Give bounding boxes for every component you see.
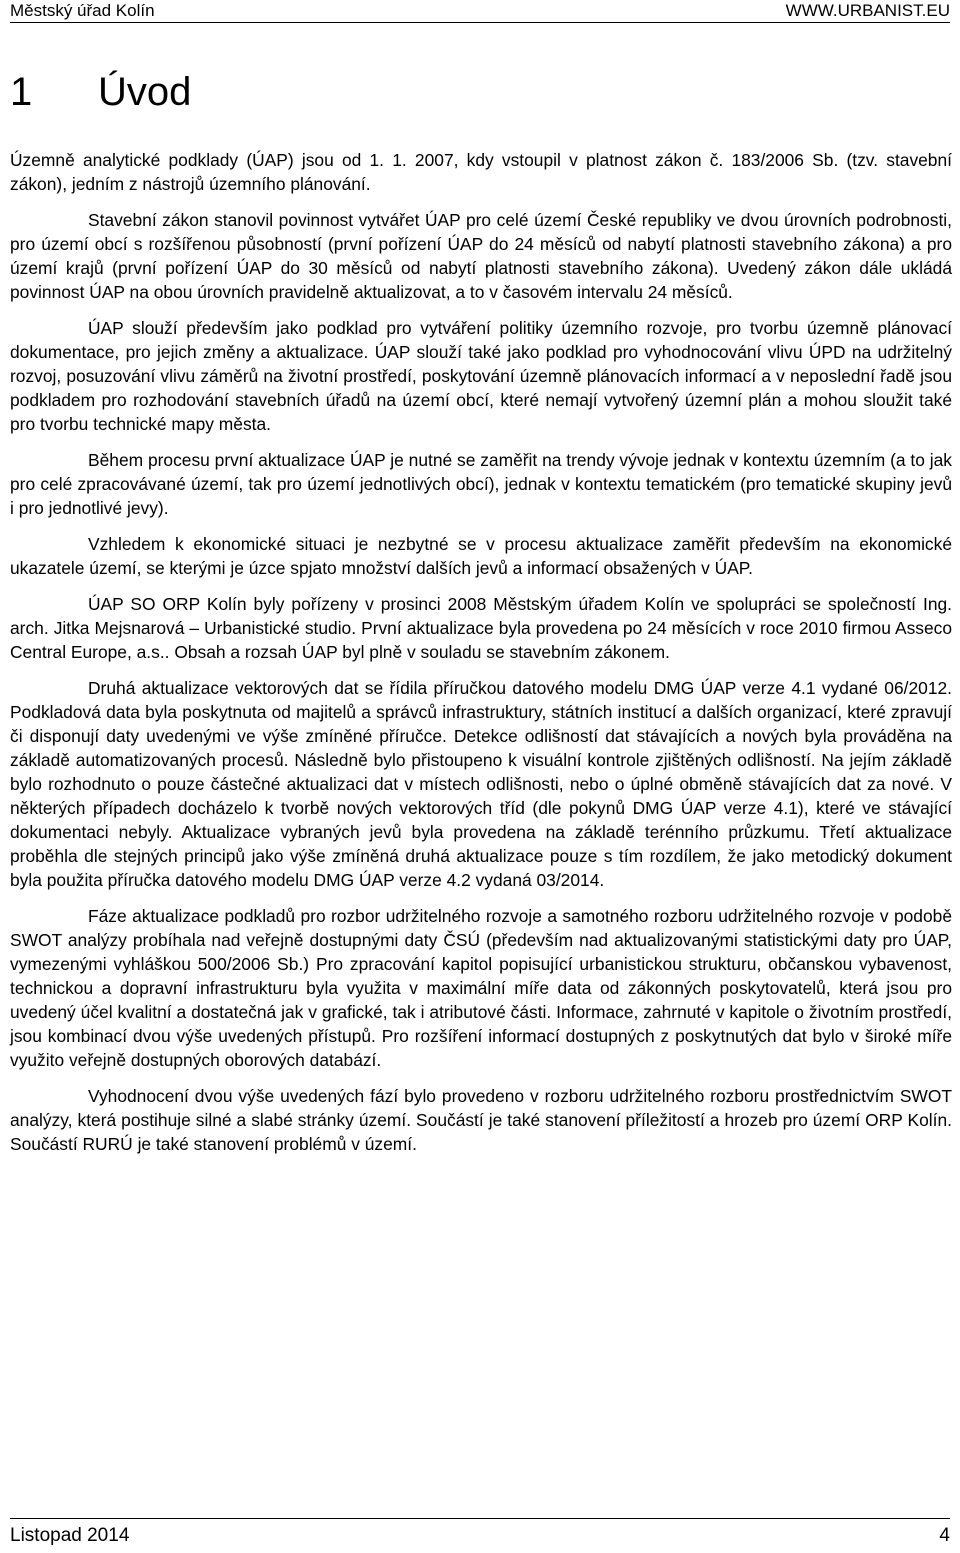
chapter-number: 1 [10, 70, 33, 114]
footer-page-number: 4 [939, 1525, 950, 1546]
paragraph-building-act: Stavební zákon stanovil povinnost vytvářet ÚAP pro celé území České republiky ve dvou úrovních podrobnosti, pro území obcí s rozšířenou působností (první pořízení ÚAP do 24 měsíců od nabytí platnosti stavebního zákona) a pro území krajů (první pořízení ÚAP do 30 měsíců od nabytí platnosti stavebního zákona). Uvedený zákon dále ukládá povinnost ÚAP na obou úrovních pravidelně aktualizovat, a to v časovém intervalu 24 měsíců. [10, 210, 952, 302]
header-website: WWW.URBANIST.EU [785, 1, 950, 20]
page-header [10, 0, 950, 23]
paragraph-uap-purpose: ÚAP slouží především jako podklad pro vytváření politiky územního rozvoje, pro tvorbu územně plánovací dokumentace, pro jejich změny a aktualizace. ÚAP slouží také jako podklad pro vyhodnocování vlivu ÚPD na udržitelný rozvoj, posuzování vlivu záměrů na životní prostředí, poskytování územně plánovacích informací a v neposlední řadě jsou podkladem pro rozhodování stavebních úřadů na území obcí, které nemají vytvořený územní plán a mohou sloužit také pro tvorbu technické mapy města. [10, 318, 952, 434]
paragraph-update-phase: Fáze aktualizace podkladů pro rozbor udržitelného rozvoje a samotného rozboru udržitelného rozvoje v podobě SWOT analýzy probíhala nad veřejně dostupnými daty ČSÚ (především nad aktualizovanými statistickými daty pro ÚAP, vymezenými vyhláškou 500/2006 Sb.) Pro zpracování kapitol popisující urbanistickou strukturu, občanskou vybavenost, technickou a dopravní infrastrukturu byla využita v maximální míře data od zákonných poskytovatelů, která jsou pro uvedený účel kvalitní a dostatečná jak v grafické, tak i atributové části. Informace, zahrnuté v kapitole o životním prostředí, jsou kombinací dvou výše uvedených přístupů. Pro rozšíření informací dostupných z poskytnutých dat bylo v široké míře využito veřejně dostupných oborových databází. [10, 906, 952, 1070]
paragraph-evaluation: Vyhodnocení dvou výše uvedených fází bylo provedeno v rozboru udržitelného rozboru prostřednictvím SWOT analýzy, která postihuje silné a slabé stránky území. Součástí je také stanovení příležitostí a hrozeb pro území ORP Kolín. Součástí RURÚ je také stanovení problémů v území. [10, 1086, 952, 1154]
paragraph-second-update: Druhá aktualizace vektorových dat se řídila příručkou datového modelu DMG ÚAP verze 4.1 vydané 06/2012. Podkladová data byla poskytnuta od majitelů a správců infrastruktury, státních institucí a dalších organizací, které zpravují či disponují daty uvedenými ve výše zmíněné příručce. Detekce odlišností dat stávajících a nových byla prováděna na základě automatizovaných procesů. Následně bylo přistoupeno k visuální kontrole zjištěných odlišností. Na jejím základě bylo rozhodnuto o pouze částečné aktualizaci dat v místech odlišnosti, nebo o úplné obměně stávajících dat za nové. V některých případech docházelo k tvorbě nových vektorových tříd (dle pokynů DMG ÚAP verze 4.1), které ve stávající dokumentaci nebyly. Aktualizace vybraných jevů byla provedena na základě terénního průzkumu. Třetí aktualizace proběhla dle stejných principů jako výše zmíněná druhá aktualizace pouze s tím rozdílem, že jako metodický dokument byla použita příručka datového modelu DMG ÚAP verze 4.2 vydaná 03/2014. [10, 678, 952, 890]
chapter-title: Úvod [98, 70, 192, 114]
document-body [10, 148, 952, 1168]
header-office-name: Městský úřad Kolín [10, 1, 155, 20]
footer-date: Listopad 2014 [10, 1525, 130, 1546]
page-footer [10, 1518, 950, 1551]
paragraph-intro: Územně analytické podklady (ÚAP) jsou od 1. 1. 2007, kdy vstoupil v platnost zákon č. 183/2006 Sb. (tzv. stavební zákon), jedním z nástrojů územního plánování. [10, 150, 952, 194]
paragraph-first-update: Během procesu první aktualizace ÚAP je nutné se zaměřit na trendy vývoje jednak v kontextu územním (a to jak pro celé zpracovávané území, tak pro území jednotlivých obcí), jednak v kontextu tematickém (pro tematické skupiny jevů i pro jednotlivé jevy). [10, 450, 952, 518]
chapter-heading [10, 62, 191, 122]
paragraph-uap-history: ÚAP SO ORP Kolín byly pořízeny v prosinci 2008 Městským úřadem Kolín ve spolupráci se společností Ing. arch. Jitka Mejsnarová – Urbanistické studio. První aktualizace byla provedena po 24 měsících v roce 2010 firmou Asseco Central Europe, a.s.. Obsah a rozsah ÚAP byl plně v souladu se stavebním zákonem. [10, 594, 952, 662]
paragraph-economic-situation: Vzhledem k ekonomické situaci je nezbytné se v procesu aktualizace zaměřit především na ekonomické ukazatele území, se kterými je úzce spjato množství dalších jevů a informací obsažených v ÚAP. [10, 534, 952, 578]
